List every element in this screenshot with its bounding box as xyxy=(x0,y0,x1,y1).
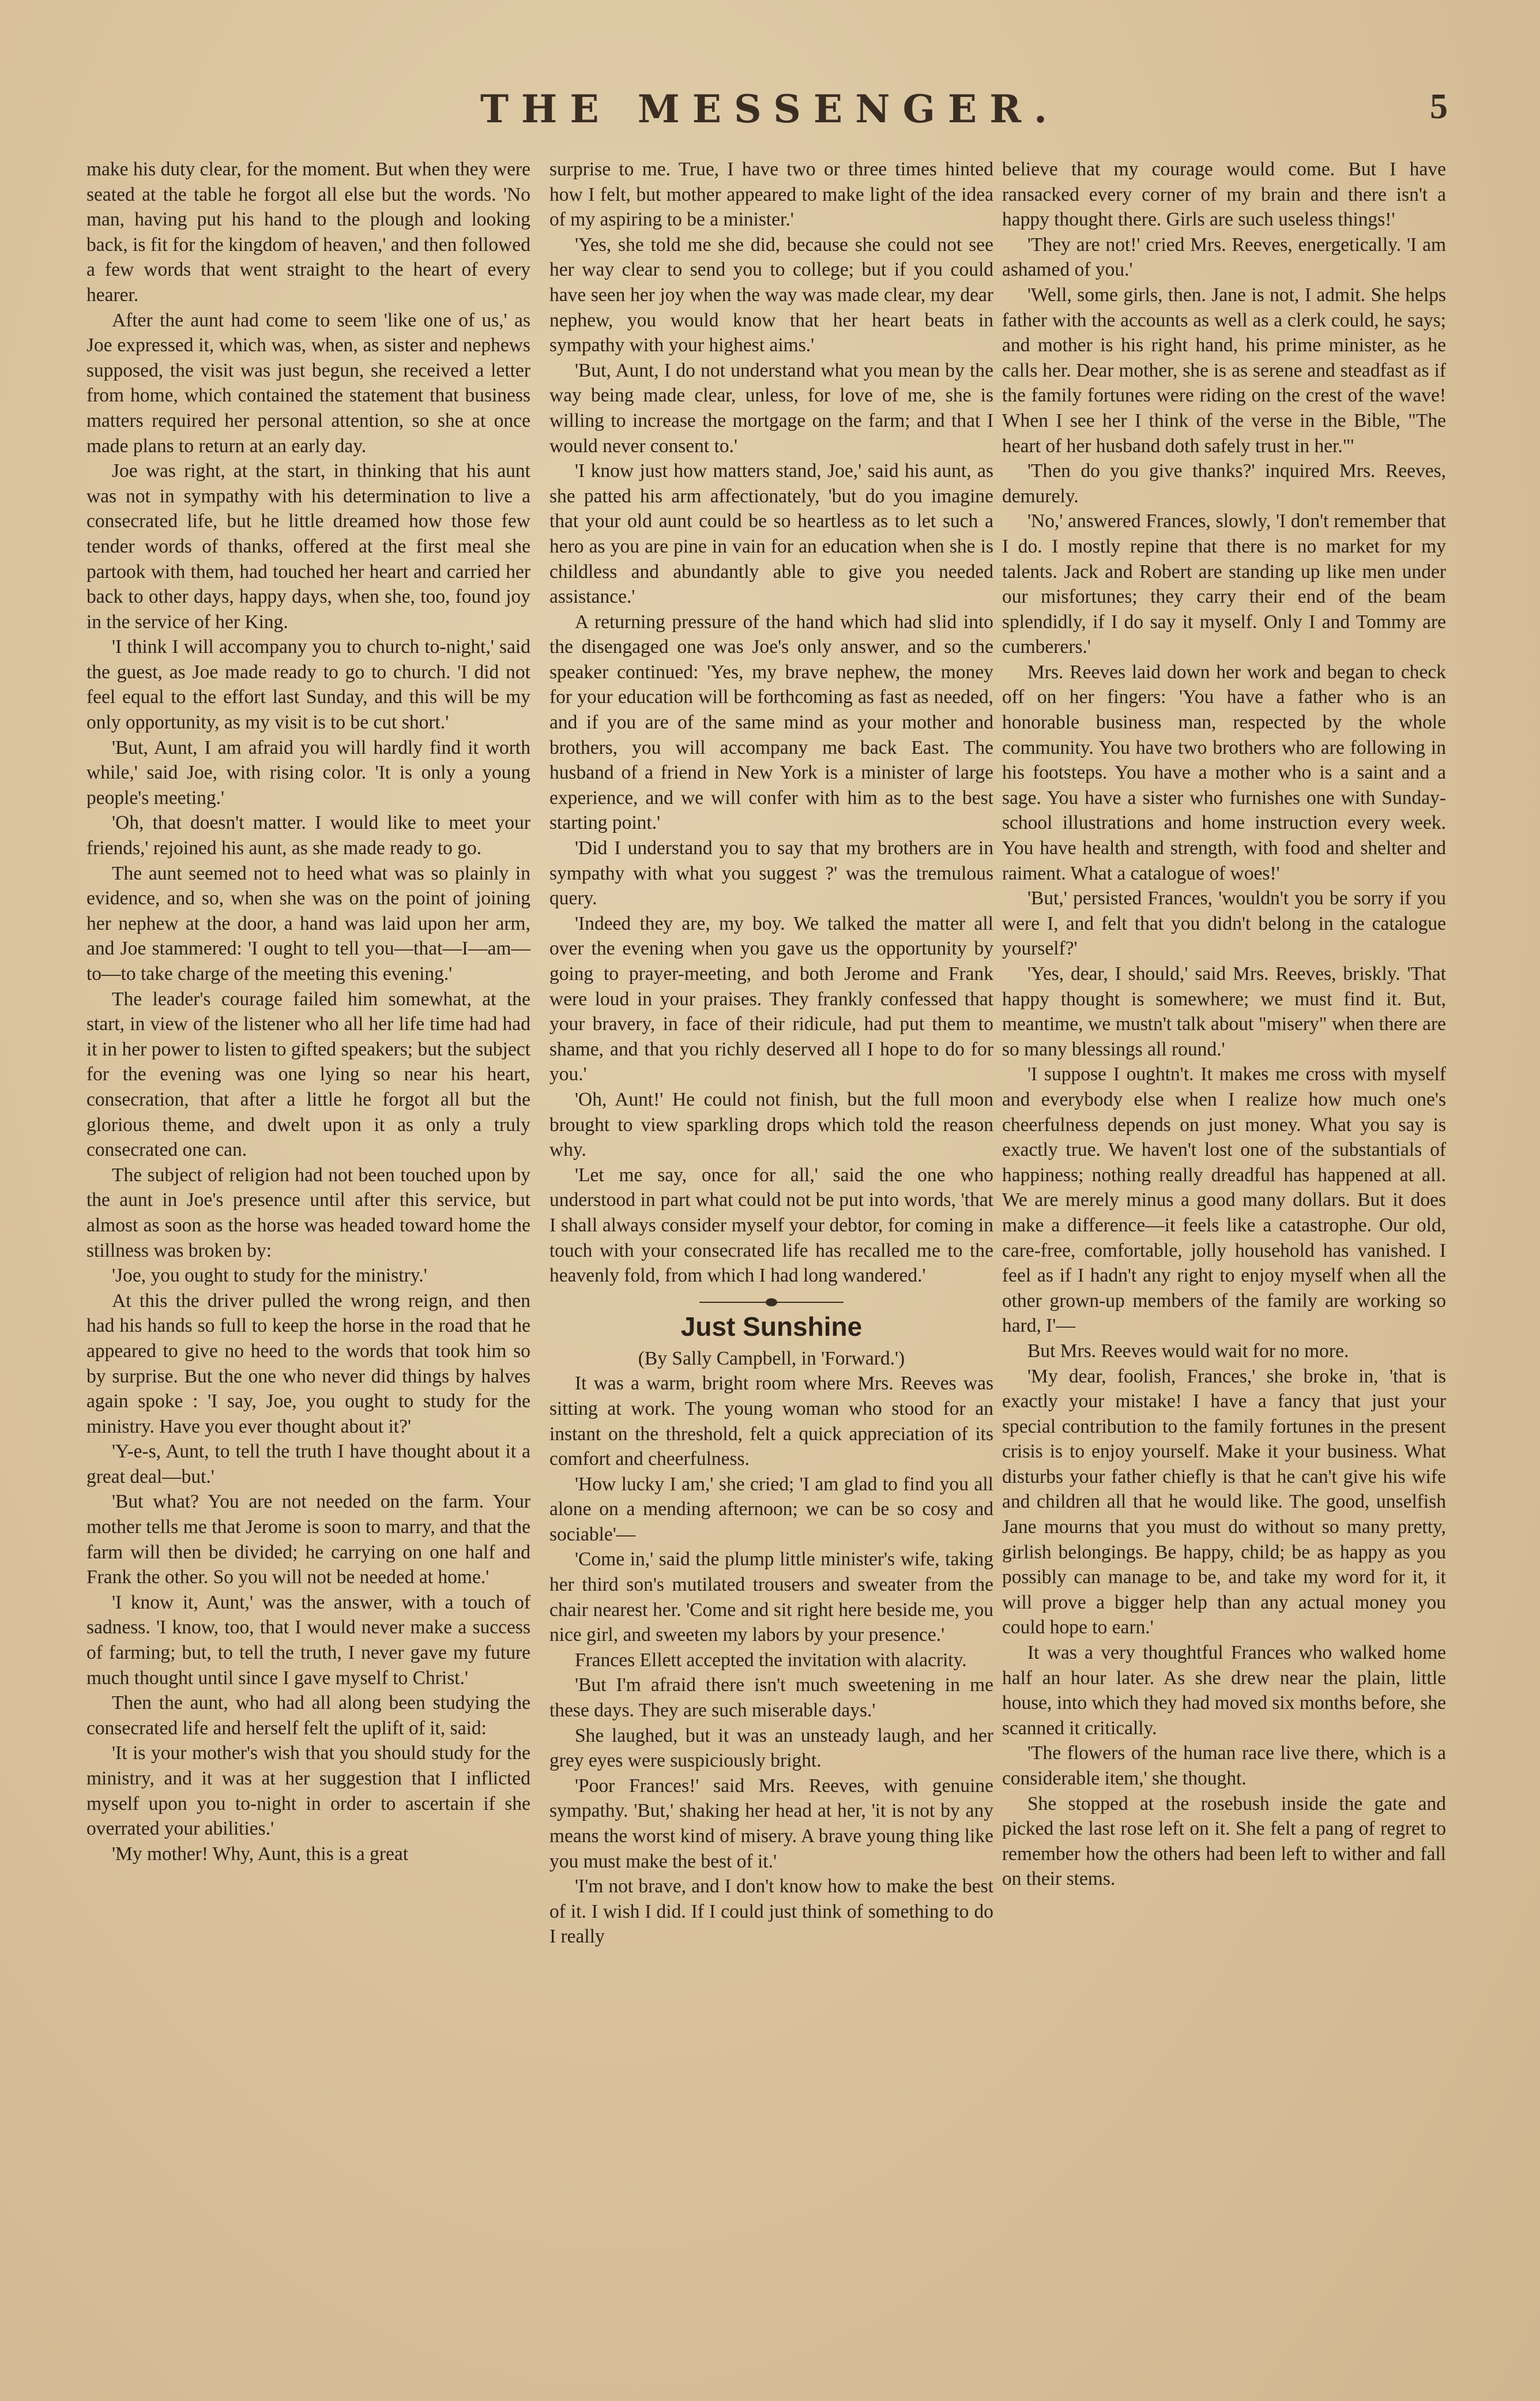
paragraph: Joe was right, at the start, in thinking that his aunt was not in sympathy with his determination to live a consecrated life, but he little dreamed how those few tender words of thanks, offered at the first meal she partook with them, had touched her heart and carried her back to other days, happy days, when she, too, found joy in the service of her King. xyxy=(86,460,530,633)
paragraph: Frances Ellett accepted the invitation with alacrity. xyxy=(575,1649,967,1671)
paragraph: 'The flowers of the human race live there, which is a considerable item,' she thought. xyxy=(1002,1742,1446,1789)
paragraph: 'But, Aunt, I do not understand what you mean by the way being made clear, unless, for love of me, she is willing to increase the mortgage on the farm; and that I would never consent to.' xyxy=(549,359,993,457)
paragraph: 'But,' persisted Frances, 'wouldn't you be sorry if you were I, and felt that you didn't belong in the catalogue yourself?' xyxy=(1002,888,1446,960)
paragraph: She stopped at the rosebush inside the gate and picked the last rose left on it. She felt a pang of regret to remember how the others had been left to wither and fall on their stems. xyxy=(1002,1793,1446,1890)
paragraph: It was a warm, bright room where Mrs. Reeves was sitting at work. The young woman who stood for an instant on the threshold, felt a quick appreciation of its comfort and cheerfulness. xyxy=(549,1373,993,1470)
paragraph: 'I know it, Aunt,' was the answer, with a touch of sadness. 'I know, too, that I would never make a success of farming; but, to tell the truth, I never gave my future much thought until since I gave myself to Christ.' xyxy=(86,1591,530,1689)
page-number: 5 xyxy=(1430,87,1448,126)
paragraph: 'Oh, Aunt!' He could not finish, but the full moon brought to view sparkling drops which told the reason why. xyxy=(549,1088,993,1161)
paragraph: believe that my courage would come. But I have ransacked every corner of my brain and there isn't a happy thought there. Girls are such useless things!' xyxy=(1002,159,1446,231)
masthead xyxy=(0,87,1540,138)
paragraph: Mrs. Reeves laid down her work and began to check off on her fingers: 'You have a father who is an honorable business man, respected by the whole community. You have two brothers who are following in his footsteps. You have a mother who is a saint and a sage. You have a sister who furnishes one with Sunday-school illustrations and home instruction every week. You have health and strength, with food and shelter and raiment. What a catalogue of woes!' xyxy=(1002,661,1446,884)
paragraph: It was a very thoughtful Frances who walked home half an hour later. As she drew near the plain, little house, into which they had moved six months before, she scanned it critically. xyxy=(1002,1642,1446,1739)
paragraph: 'I think I will accompany you to church to-night,' said the guest, as Joe made ready to go to church. 'I did not feel equal to the effort last Sunday, and this will be my only opportunity, as my visit is to be cut short.' xyxy=(86,636,530,734)
paragraph: After the aunt had come to seem 'like one of us,' as Joe expressed it, which was, when, as sister and nephews supposed, the visit was just begun, she received a letter from home, which contained the statement that business matters required her personal attention, so she at once made plans to return at an early day. xyxy=(86,309,530,457)
paragraph: 'It is your mother's wish that you should study for the ministry, and it was at her suggestion that I inflicted myself upon you to-night in order to ascertain if she overrated your abilities.' xyxy=(86,1742,530,1840)
paragraph: 'Poor Frances!' said Mrs. Reeves, with genuine sympathy. 'But,' shaking her head at her, 'it is not by any means the worst kind of misery. A brave young thing like you must make the best of it.' xyxy=(549,1775,993,1872)
paragraph: 'Yes, dear, I should,' said Mrs. Reeves, briskly. 'That happy thought is somewhere; we must find it. But, meantime, we mustn't talk about "misery" when there are so many blessings all round.' xyxy=(1002,963,1446,1060)
paragraph: 'Did I understand you to say that my brothers are in sympathy with what you suggest ?' was the tremulous query. xyxy=(549,837,993,910)
divider-ornament xyxy=(766,1298,777,1306)
paragraph: 'Well, some girls, then. Jane is not, I admit. She helps father with the accounts as well as a clerk could, he says; and mother is his right hand, his prime minister, as he calls her. Dear mother, she is as serene and steadfast as if the family fortunes were riding on the crest of the wave! When I see her I think of the verse in the Bible, "The heart of her husband doth safely trust in her."' xyxy=(1002,284,1446,457)
paragraph: 'My mother! Why, Aunt, this is a great xyxy=(112,1843,409,1865)
paragraph: 'Come in,' said the plump little minister's wife, taking her third son's mutilated trousers and sweater from the chair nearest her. 'Come and sit right here beside me, you nice girl, and sweeten my labors by your presence.' xyxy=(549,1549,993,1646)
paragraph: A returning pressure of the hand which had slid into the disengaged one was Joe's only answer, and so the speaker continued: 'Yes, my brave nephew, the money for your education will be forthcoming as fast as needed, and if you are of the same mind as your mother and brothers, you will accompany me back East. The husband of a friend in New York is a minister of large experience, and we will confer with him as to the best starting point.' xyxy=(549,611,993,834)
paragraph: Then the aunt, who had all along been studying the consecrated life and herself felt the uplift of it, said: xyxy=(86,1692,530,1739)
paragraph: 'Indeed they are, my boy. We talked the matter all over the evening when you gave us the opportunity by going to prayer-meeting, and both Jerome and Frank were loud in your praises. They frankly confessed that your bravery, in face of their ridicule, had put them to shame, and that you richly deserved all I hope to do for you.' xyxy=(549,912,993,1085)
paragraph: 'But what? You are not needed on the farm. Your mother tells me that Jerome is soon to marry, and that the farm will then be divided; he carrying on one half and Frank the other. So you will not be needed at home.' xyxy=(86,1491,530,1588)
paragraph: The subject of religion had not been touched upon by the aunt in Joe's presence until after this service, but almost as soon as the horse was headed toward home the stillness was broken by: xyxy=(86,1164,530,1261)
paragraph: 'Then do you give thanks?' inquired Mrs. Reeves, demurely. xyxy=(1002,460,1446,507)
paragraph: surprise to me. True, I have two or three times hinted how I felt, but mother appeared to make light of the idea of my aspiring to be a minister.' xyxy=(549,159,993,231)
paragraph: 'How lucky I am,' she cried; 'I am glad to find you all alone on a mending afternoon; we can be so cosy and sociable'— xyxy=(549,1473,993,1545)
paragraph: The leader's courage failed him somewhat, at the start, in view of the listener who all her life time had had it in her power to listen to gifted speakers; but the subject for the evening was one lying so near his heart, consecration, that after a little he forgot all but the glorious theme, and dwelt upon it as only a truly consecrated one can. xyxy=(86,988,530,1161)
paragraph: 'But I'm afraid there isn't much sweetening in me these days. They are such miserable days.' xyxy=(549,1674,993,1722)
paragraph: The aunt seemed not to heed what was so plainly in evidence, and so, when she was on the point of joining her nephew at the door, a hand was laid upon her arm, and Joe stammered: 'I ought to tell you—that—I—am—to—to take charge of the meeting this evening.' xyxy=(86,862,530,985)
story-title: Just Sunshine xyxy=(680,1311,863,1342)
paragraph: 'Y-e-s, Aunt, to tell the truth I have thought about it a great deal—but.' xyxy=(86,1441,530,1487)
paragraph: At this the driver pulled the wrong reign, and then had his hands so full to keep the horse in the road that he appeared to give no heed to the words that took him so by surprise. But the one who never did things by halves again spoke : 'I say, Joe, you ought to study for the ministry. Have you ever thought about it?' xyxy=(86,1290,530,1437)
section-divider xyxy=(699,1297,844,1308)
column-3 xyxy=(1002,157,1446,1892)
column-1 xyxy=(86,157,530,1866)
paragraph: 'I suppose I oughtn't. It makes me cross with myself and everybody else when I realize how much one's cheerfulness depends on just money. What you say is exactly true. We haven't lost one of the substantials of happiness; nothing really dreadful has happened at all. We are merely minus a good many dollars. But it does make a difference—it feels like a catastrophe. Our old, care-free, comfortable, jolly household has vanished. I feel as if I hadn't any right to enjoy myself when all the other grown-up members of the family are working so hard, I'— xyxy=(1002,1064,1446,1337)
column-2 xyxy=(549,157,993,1949)
paragraph: 'I'm not brave, and I don't know how to make the best of it. I wish I did. If I could just think of something to do I really xyxy=(549,1876,993,1948)
paragraph: 'Joe, you ought to study for the ministry.' xyxy=(112,1265,427,1287)
paragraph: 'Oh, that doesn't matter. I would like to meet your friends,' rejoined his aunt, as she made ready to go. xyxy=(86,812,530,859)
publication-title: THE MESSENGER. xyxy=(480,87,1060,131)
paragraph: 'They are not!' cried Mrs. Reeves, energetically. 'I am ashamed of you.' xyxy=(1002,234,1446,281)
paragraph: 'But, Aunt, I am afraid you will hardly find it worth while,' said Joe, with rising color. 'It is only a young people's meeting.' xyxy=(86,737,530,809)
paragraph: make his duty clear, for the moment. But when they were seated at the table he forgot all else but the words. 'No man, having put his hand to the plough and looking back, is fit for the kingdom of heaven,' and then followed a few words that went straight to the heart of every hearer. xyxy=(86,159,530,306)
paragraph: 'Yes, she told me she did, because she could not see her way clear to send you to college; but if you could have seen her joy when the way was made clear, my dear nephew, you would know that her heart beats in sympathy with your highest aims.' xyxy=(549,234,993,356)
paragraph: 'I know just how matters stand, Joe,' said his aunt, as she patted his arm affectionately, 'but do you imagine that your old aunt could be so heartless as to let such a hero as you are pine in vain for an education when she is childless and abundantly able to give you needed assistance.' xyxy=(549,460,993,608)
paragraph: 'No,' answered Frances, slowly, 'I don't remember that I do. I mostly repine that there is no market for my talents. Jack and Robert are standing up like men under our misfortunes; they carry their end of the beam splendidly, if I do say it myself. Only I and Tommy are cumberers.' xyxy=(1002,510,1446,658)
paragraph: 'My dear, foolish, Frances,' she broke in, 'that is exactly your mistake! I have a fancy that just your special contribution to the family fortunes in the present crisis is to enjoy yourself. Make it your business. What disturbs your father chiefly is that he can't give his wife and children all that he would like. The good, unselfish Jane mourns that you must do without so many pretty, girlish belongings. Be happy, child; be as happy as you possibly can manage to be, and take my word for it, it will prove a bigger help than any actual money you could hope to earn.' xyxy=(1002,1365,1446,1639)
paragraph: 'Let me say, once for all,' said the one who understood in part what could not be put into words, 'that I shall always consider myself your debtor, for coming in touch with your consecrated life has recalled me to the heavenly fold, from which I had long wandered.' xyxy=(549,1164,993,1287)
paragraph: But Mrs. Reeves would wait for no more. xyxy=(1027,1340,1349,1362)
paragraph: She laughed, but it was an unsteady laugh, and her grey eyes were suspiciously bright. xyxy=(549,1724,993,1772)
story-byline: (By Sally Campbell, in 'Forward.') xyxy=(638,1347,905,1369)
